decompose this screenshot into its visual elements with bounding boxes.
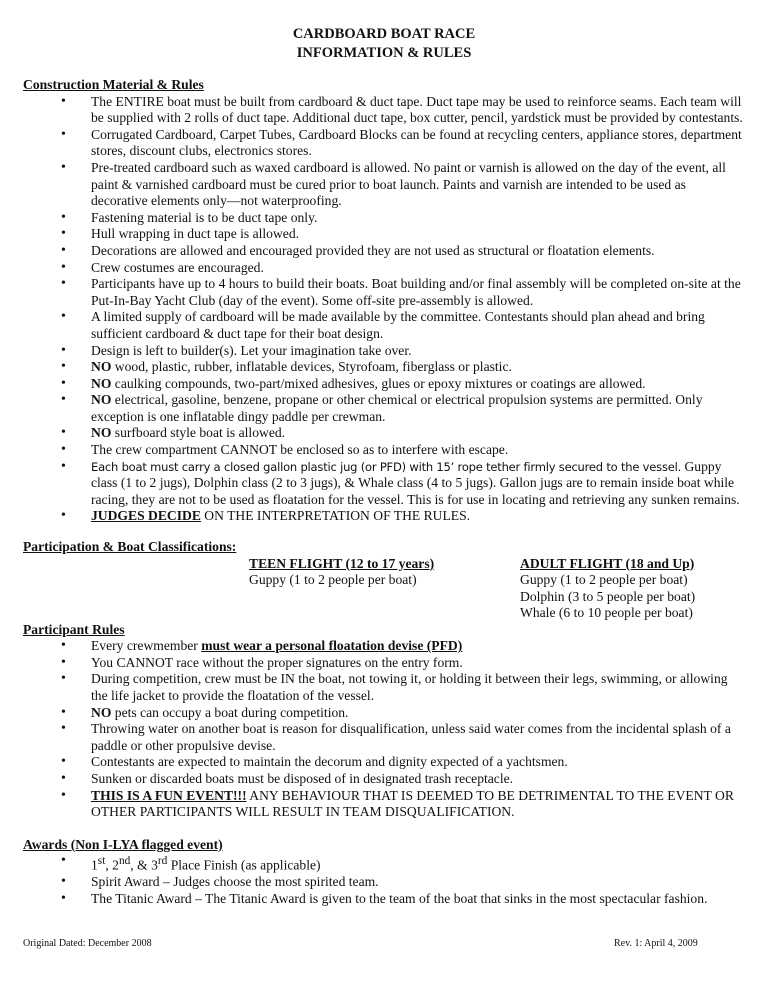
list-item: • Hull wrapping in duct tape is allowed. xyxy=(23,226,745,243)
title-line-1: CARDBOARD BOAT RACE xyxy=(292,26,476,42)
award-place-finish: • 1st, 2nd, & 3rd Place Finish (as applicable) xyxy=(23,853,745,874)
list-item: • THIS IS A FUN EVENT!!! ANY BEHAVIOUR THAT IS DEEMED TO BE DETRIMENTAL TO THE EVENT OR OTHER PARTICIPANTS WILL RESULT IN TEAM DISQUALIFICATION. xyxy=(23,788,745,821)
awards-heading: Awards (Non I-LYA flagged event) xyxy=(23,836,223,852)
teen-class-row: Guppy (1 to 2 people per boat) xyxy=(249,572,417,588)
list-item: • NO pets can occupy a boat during competition. xyxy=(23,705,745,722)
construction-rules-list xyxy=(23,94,745,525)
list-item: • NO caulking compounds, two-part/mixed adhesives, glues or epoxy mixtures or coatings are allowed. xyxy=(23,376,745,393)
list-item: • NO electrical, gasoline, benzene, propane or other chemical or electrical propulsion systems are permitted. Only exception is one inflatable dingy paddle per crewman. xyxy=(23,392,745,425)
list-item: • The ENTIRE boat must be built from cardboard & duct tape. Duct tape may be used to reinforce seams. Each team will be supplied with 2 rolls of duct tape. Additional duct tape, box cutter, pencil, yardstick must be provided by contestants. xyxy=(23,94,745,127)
document-page xyxy=(23,25,745,908)
award-spirit: • Spirit Award – Judges choose the most spirited team. xyxy=(23,874,745,891)
list-item: • Contestants are expected to maintain the decorum and dignity expected of a yachtsmen. xyxy=(23,754,745,771)
classifications-table xyxy=(23,556,745,622)
teen-flight-heading: TEEN FLIGHT (12 to 17 years) xyxy=(249,555,435,571)
adult-class-row: Whale (6 to 10 people per boat) xyxy=(520,605,693,621)
list-item: • Participants have up to 4 hours to build their boats. Boat building and/or final assembly will be completed on-site at the Put-In-Bay Yacht Club (day of the event). Some off-site pre-assembly is allowed. xyxy=(23,276,745,309)
list-item: • The crew compartment CANNOT be enclosed so as to interfere with escape. xyxy=(23,442,745,459)
list-item: • Pre-treated cardboard such as waxed cardboard is allowed. No paint or varnish is allowed on the day of the event, all paint & varnished cardboard must be cured prior to boat launch. Paints and varnish are intended to be used as decorative elements only—not waterproofing. xyxy=(23,160,745,210)
awards-list xyxy=(23,853,745,907)
footer-original-date: Original Dated: December 2008 xyxy=(23,938,152,949)
list-item: • NO wood, plastic, rubber, inflatable devices, Styrofoam, fiberglass or plastic. xyxy=(23,359,745,376)
list-item: • Fastening material is to be duct tape only. xyxy=(23,210,745,227)
list-item: • JUDGES DECIDE ON THE INTERPRETATION OF THE RULES. xyxy=(23,508,745,525)
footer-revision: Rev. 1: April 4, 2009 xyxy=(614,938,698,949)
adult-class-row: Dolphin (3 to 5 people per boat) xyxy=(520,588,696,604)
list-item: • Decorations are allowed and encouraged provided they are not used as structural or floatation elements. xyxy=(23,243,745,260)
list-item: • NO surfboard style boat is allowed. xyxy=(23,425,745,442)
award-titanic: • The Titanic Award – The Titanic Award is given to the team of the boat that sinks in the most spectacular fashion. xyxy=(23,891,745,908)
title-line-2: INFORMATION & RULES xyxy=(296,45,472,61)
list-item: • Throwing water on another boat is reason for disqualification, unless said water comes from the incidental splash of a paddle or other propulsive devise. xyxy=(23,721,745,754)
list-item: • You CANNOT race without the proper signatures on the entry form. xyxy=(23,655,745,672)
adult-flight-heading: ADULT FLIGHT (18 and Up) xyxy=(520,555,695,571)
list-item: • Crew costumes are encouraged. xyxy=(23,260,745,277)
participant-rules-list xyxy=(23,638,745,821)
list-item: • A limited supply of cardboard will be made available by the committee. Contestants should plan ahead and bring sufficient cardboard & duct tape for their boat design. xyxy=(23,309,745,342)
list-item: • During competition, crew must be IN the boat, not towing it, or holding it between their legs, swimming, or allowing the life jacket to provide the floatation of the vessel. xyxy=(23,671,745,704)
list-item: • Corrugated Cardboard, Carpet Tubes, Cardboard Blocks can be found at recycling centers, appliance stores, department stores, discount clubs, electronics stores. xyxy=(23,127,745,160)
list-item: • Every crewmember must wear a personal floatation devise (PFD) xyxy=(23,638,745,655)
participant-rules-heading: Participant Rules xyxy=(23,621,125,637)
adult-class-row: Guppy (1 to 2 people per boat) xyxy=(520,572,688,588)
classifications-heading: Participation & Boat Classifications: xyxy=(23,539,237,555)
list-item: • Design is left to builder(s). Let your imagination take over. xyxy=(23,343,745,360)
teen-flight-column xyxy=(249,556,434,589)
adult-flight-column xyxy=(520,556,695,622)
list-item: • Sunken or discarded boats must be disposed of in designated trash receptacle. xyxy=(23,771,745,788)
construction-heading: Construction Material & Rules xyxy=(23,77,204,92)
list-item: • Each boat must carry a closed gallon plastic jug (or PFD) with 15’ rope tether firmly secured to the vessel. Guppy class (1 to 2 jugs), Dolphin class (2 to 3 jugs), & Whale class (4 to 5 jugs). Gallon jugs are to remain inside boat while racing, they are not to be used as floatation for the vessel. This is for use in locating and retrieving any sunken remains. xyxy=(23,459,745,509)
